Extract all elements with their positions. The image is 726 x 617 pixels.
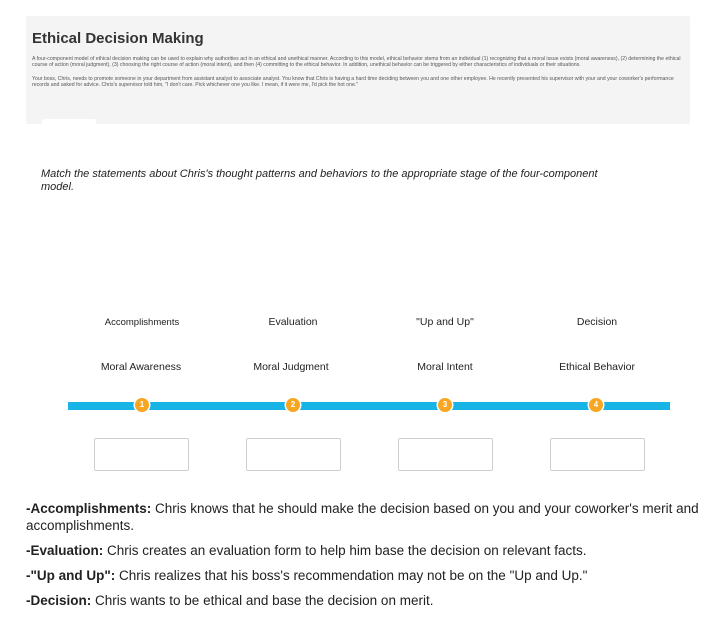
statement-text: Chris creates an evaluation form to help him base the decision on relevant facts. [103, 543, 587, 558]
panel-tab [42, 119, 96, 125]
statement-item[interactable] [26, 567, 716, 584]
statement-key: -"Up and Up": [26, 568, 116, 583]
drop-zone-3[interactable] [398, 438, 493, 471]
intro-paragraph-2: Your boss, Chris, needs to promote someone in your department from assistant analyst to associate analyst. You know that Chris is having a hard time deciding between you and one other employee. He recently presented his supervisor with your and your coworker's performance records and asked for advice. Chris's supervisor told him, "I don't care. Pick whichever one you like. I mean, if it were me, I'd pick the hot one." [32, 75, 674, 89]
drop-zone-2[interactable] [246, 438, 341, 471]
question-prompt: Match the statements about Chris's thought patterns and behaviors to the appropriate stage of the four-component model. [41, 168, 598, 193]
stage-label-2: Moral Judgment [253, 361, 329, 373]
category-label-3: "Up and Up" [416, 316, 474, 328]
statement-key: -Accomplishments: [26, 501, 152, 516]
stage-label-4: Ethical Behavior [559, 361, 635, 373]
drop-zone-1[interactable] [94, 438, 189, 471]
stage-marker-1: 1 [135, 398, 149, 412]
statement-item[interactable] [26, 592, 716, 609]
statement-item[interactable] [26, 500, 716, 534]
statement-text: Chris realizes that his boss's recommendation may not be on the "Up and Up." [115, 568, 588, 583]
stage-marker-4: 4 [589, 398, 603, 412]
stage-marker-2: 2 [286, 398, 300, 412]
statement-text: Chris knows that he should make the decision based on you and your coworker's merit and accomplishments. [26, 501, 699, 533]
timeline-bar [68, 402, 670, 410]
category-label-4: Decision [576, 316, 618, 328]
stage-marker-3: 3 [438, 398, 452, 412]
intro-panel [26, 16, 690, 124]
page-title: Ethical Decision Making [32, 30, 204, 47]
category-label-1: Accomplishments [104, 317, 180, 328]
statement-item[interactable] [26, 542, 716, 559]
intro-paragraph-1: A four-component model of ethical decision making can be used to explain why authorities act in an ethical and unethical manner. According to this model, ethical behavior stems from an individual (1) recognizing that a moral issue exists (moral awareness), (2) determining the ethical course of action (moral judgment), (3) choosing the right course of action (moral intent), and then (4) committing to the ethical behavior. In addition, unethical behavior can be triggered by either characteristics of individuals or their situations. [32, 56, 681, 69]
statement-key: -Evaluation: [26, 543, 104, 558]
statement-list [26, 500, 716, 617]
drop-zone-4[interactable] [550, 438, 645, 471]
statement-key: -Decision: [26, 593, 92, 608]
stage-label-1: Moral Awareness [100, 361, 182, 373]
category-label-2: Evaluation [268, 316, 318, 328]
stage-label-3: Moral Intent [417, 361, 473, 373]
statement-text: Chris wants to be ethical and base the decision on merit. [91, 593, 434, 608]
